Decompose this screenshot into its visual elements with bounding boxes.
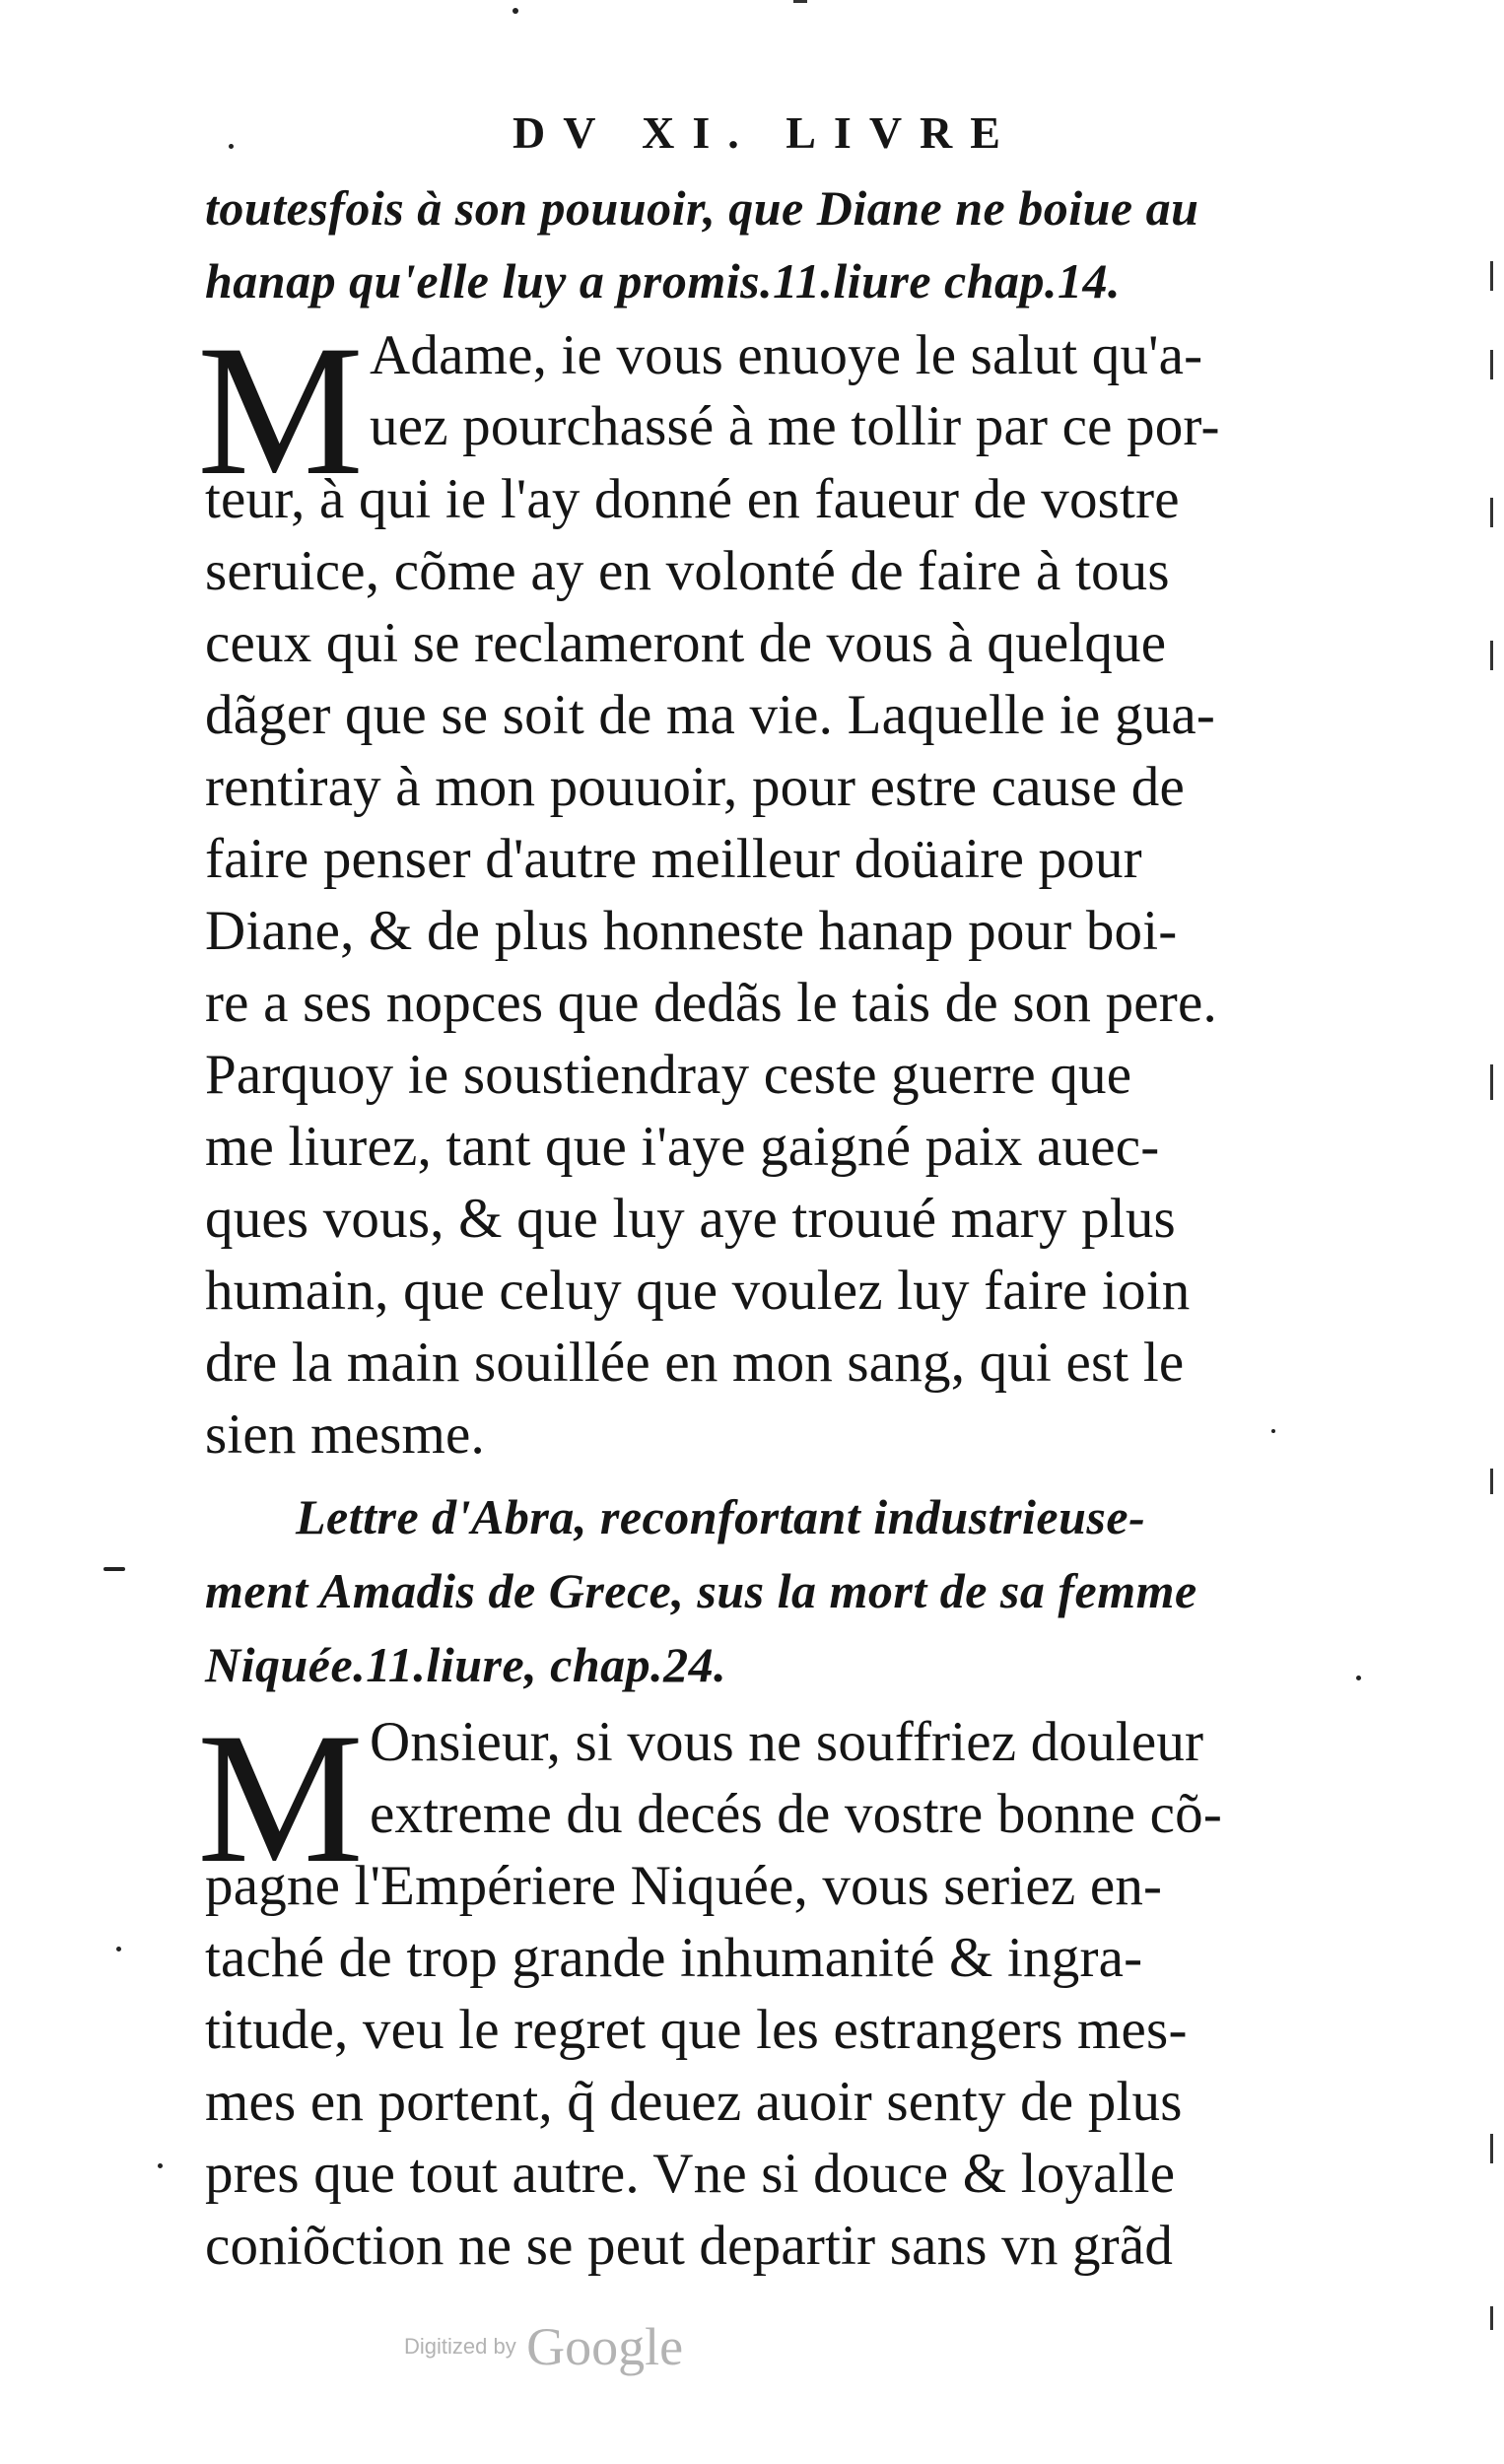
scan-speck bbox=[229, 144, 234, 149]
scan-speck bbox=[116, 1947, 121, 1951]
page-edge-mark bbox=[1490, 350, 1493, 379]
letter-line: faire penser d'autre meilleur doüaire pour bbox=[205, 828, 1142, 890]
letter-line: extreme du decés de vostre bonne cõ- bbox=[370, 1783, 1223, 1845]
letter-heading: Niquée.11.liure, chap.24. bbox=[205, 1637, 727, 1692]
scan-speck bbox=[158, 2163, 163, 2168]
google-logo-text: Google bbox=[526, 2317, 684, 2376]
letter-line: re a ses nopces que dedãs le tais de son pere. bbox=[205, 972, 1217, 1034]
page-edge-mark bbox=[1490, 2134, 1493, 2163]
intro-line: toutesfois à son pouuoir, que Diane ne boiue au bbox=[205, 180, 1199, 236]
letter-line: me liurez, tant que i'aye gaigné paix auec- bbox=[205, 1116, 1160, 1178]
page-edge-mark bbox=[1490, 1469, 1493, 1494]
digitized-by-text: Digitized by bbox=[404, 2334, 516, 2359]
letter-heading: Lettre d'Abra, reconfortant industrieuse- bbox=[296, 1489, 1146, 1544]
letter-line: Onsieur, si vous ne souffriez douleur bbox=[370, 1711, 1204, 1773]
drop-cap: M bbox=[197, 1695, 364, 1902]
letter-line: teur, à qui ie l'ay donné en faueur de vostre bbox=[205, 468, 1180, 530]
letter-line: mes en portent, q̃ deuez auoir senty de plus bbox=[205, 2071, 1183, 2133]
letter-line: rentiray à mon pouuoir, pour estre cause de bbox=[205, 756, 1185, 818]
letter-line: sien mesme. bbox=[205, 1403, 485, 1466]
scan-speck bbox=[1271, 1429, 1275, 1433]
intro-line: hanap qu'elle luy a promis.11.liure chap.14. bbox=[205, 253, 1122, 308]
letter-line: uez pourchassé à me tollir par ce por- bbox=[370, 395, 1220, 457]
letter-line: dre la main souillée en mon sang, qui est le bbox=[205, 1332, 1185, 1394]
letter-line: coniõction ne se peut departir sans vn grãd bbox=[205, 2215, 1174, 2277]
scan-mark bbox=[793, 0, 807, 3]
drop-cap: M bbox=[197, 308, 364, 514]
scan-speck bbox=[103, 1567, 125, 1571]
page-edge-mark bbox=[1490, 1064, 1493, 1100]
letter-line: dãger que se soit de ma vie. Laquelle ie gua- bbox=[205, 684, 1216, 746]
letter-line: ques vous, & que luy aye trouué mary plus bbox=[205, 1188, 1176, 1250]
scan-speck bbox=[1356, 1676, 1361, 1680]
letter-line: humain, que celuy que voulez luy faire ioin bbox=[205, 1260, 1191, 1322]
page-edge-mark bbox=[1490, 498, 1493, 527]
letter-line: taché de trop grande inhumanité & ingra- bbox=[205, 1927, 1143, 1989]
page-edge-mark bbox=[1490, 2306, 1493, 2330]
letter-line: Adame, ie vous enuoye le salut qu'a- bbox=[370, 324, 1203, 386]
letter-line: Parquoy ie soustiendray ceste guerre que bbox=[205, 1044, 1132, 1106]
digitized-watermark bbox=[404, 2316, 683, 2377]
letter-line: pres que tout autre. Vne si douce & loyalle bbox=[205, 2143, 1176, 2205]
page-edge-mark bbox=[1490, 641, 1493, 670]
page-edge-mark bbox=[1490, 261, 1493, 291]
letter-line: Diane, & de plus honneste hanap pour boi- bbox=[205, 900, 1178, 962]
scan-speck bbox=[513, 8, 518, 14]
letter-line: pagne l'Empériere Niquée, vous seriez en- bbox=[205, 1855, 1163, 1917]
letter-line: seruice, cõme ay en volonté de faire à tous bbox=[205, 540, 1170, 602]
letter-heading: ment Amadis de Grece, sus la mort de sa femme bbox=[205, 1563, 1197, 1618]
running-head: DV XI. LIVRE bbox=[513, 107, 1018, 158]
letter-line: ceux qui se reclameront de vous à quelque bbox=[205, 612, 1167, 674]
letter-line: titude, veu le regret que les estrangers mes- bbox=[205, 1999, 1188, 2061]
